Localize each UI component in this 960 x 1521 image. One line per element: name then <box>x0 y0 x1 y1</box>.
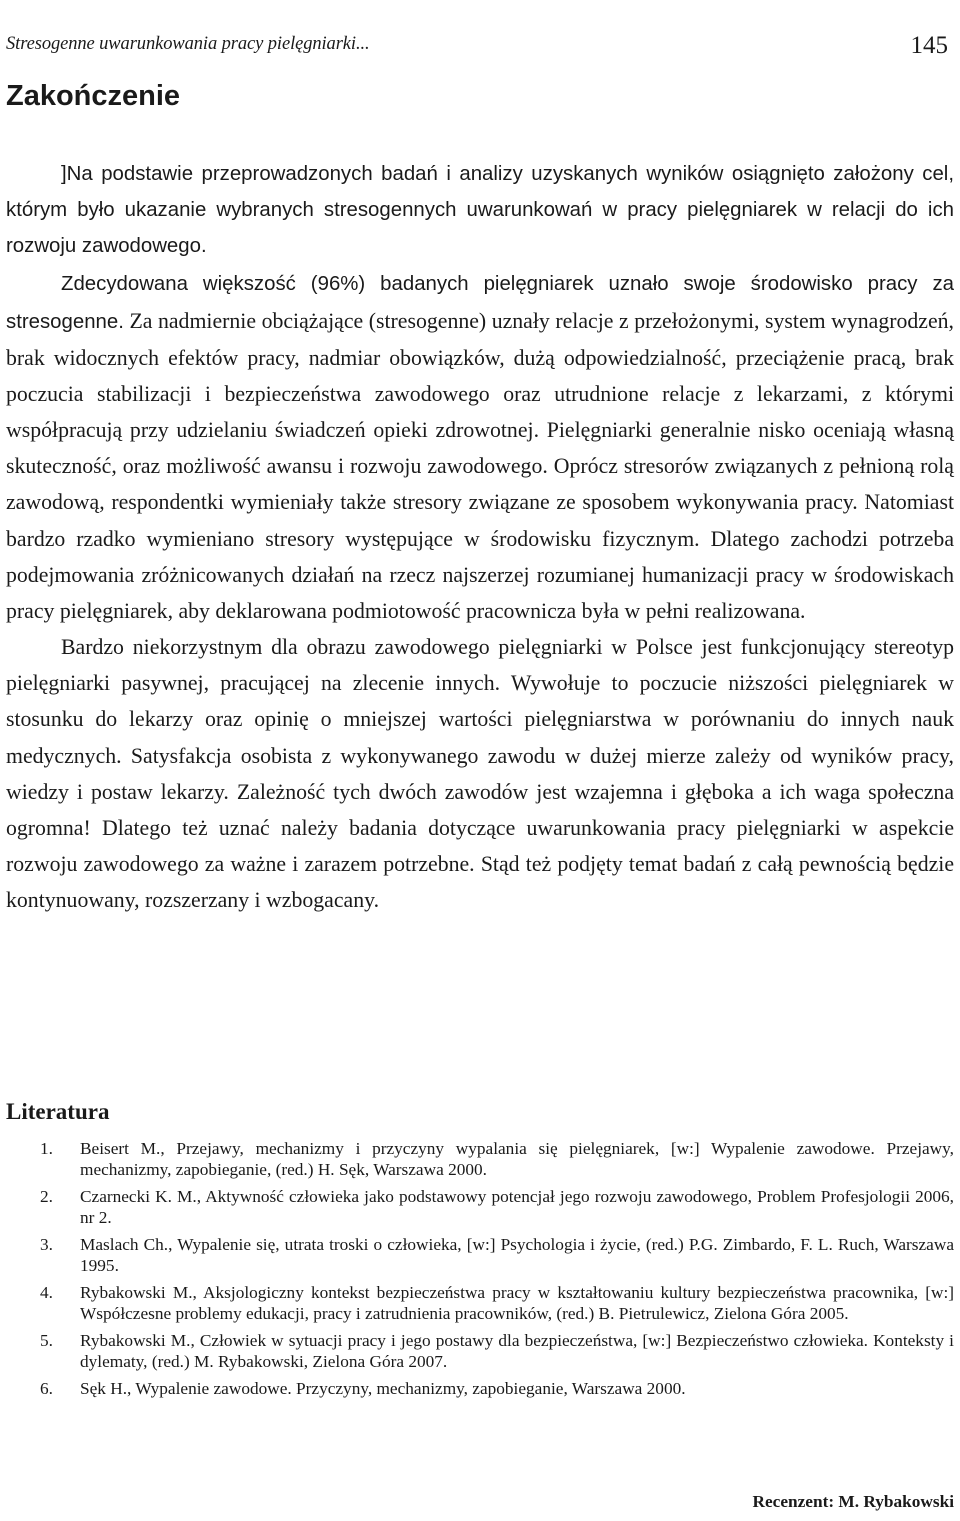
reference-item <box>0 1282 954 1325</box>
reference-number: 4. <box>40 1282 53 1302</box>
reference-number: 5. <box>40 1330 53 1350</box>
references-heading: Literatura <box>6 1099 110 1124</box>
reference-text: Sęk H., Wypalenie zawodowe. Przyczyny, mechanizmy, zapobieganie, Warszawa 2000. <box>80 1378 686 1398</box>
references-list <box>0 1138 954 1405</box>
reference-number: 1. <box>40 1139 53 1158</box>
reference-text: Czarnecki K. M., Aktywność człowieka jako podstawowy potencjał jego rozwoju zawodowego, Problem Profesjologii 2006, nr 2. <box>80 1186 954 1228</box>
reference-text: Rybakowski M., Człowiek w sytuacji pracy i jego postawy dla bezpieczeństwa, [w:] Bezpieczeństwo człowieka. Konteksty i dylematy, (red.) M. Rybakowski, Zielona Góra 2007. <box>80 1330 954 1372</box>
reference-item <box>0 1234 954 1277</box>
reference-text: Beisert M., Przejawy, mechanizmy i przyczyny wypalania się pielęgniarek, [w:] Wypalenie zawodowe. Przejawy, mechanizmy, zapobieganie, (red.) H. Sęk, Warszawa 2000. <box>80 1139 954 1180</box>
reference-item <box>0 1378 954 1399</box>
body-text <box>6 156 954 918</box>
reference-text: Rybakowski M., Aksjologiczny kontekst bezpieczeństwa pracy w kształtowaniu kultury bezpieczeństwa pracownika, [w:] Współczesne problemy edukacji, pracy i zatrudnienia pracowników, (red.) B. Pietrulewicz, Zielona Góra 2005. <box>80 1282 954 1324</box>
paragraph-2-rest: Za nadmiernie obciążające (stresogenne) uznały relacje z przełożonymi, system wynagrodzeń, brak widocznych efektów pracy, nadmiar obowiązków, dużą odpowiedzialność, przeciążenie pracą, brak poczucia stabilizacji i bezpieczeństwa zawodowego oraz utrudnione relacje z lekarzami, z którymi współpracują przy udzielaniu świadczeń opieki zdrowotnej. Pielęgniarki generalnie nisko oceniają własną skuteczność, oraz możliwość awansu i rozwoju zawodowego. Oprócz stresorów związanych z pełnioną rolą zawodową, respondentki wymieniały także stresory związane ze sposobem wykonywania pracy. Natomiast bardzo rzadko wymieniano stresory występujące w środowisku fizycznym. Dlatego zachodzi potrzeba podejmowania zróżnicowanych działań na rzecz najszerzej rozumianej humanizacji pracy w środowiskach pracy pielęgniarek, aby deklarowana podmiotowość pracownicza była w pełni realizowana. <box>6 308 954 623</box>
page-number: 145 <box>910 32 948 59</box>
reference-item <box>0 1138 954 1181</box>
paragraph-2-lead: Zdecydowana większość (96%) badanych pielęgniarek uznało swoje środowisko pracy za stresogenne. <box>6 273 954 333</box>
reviewer-note: Recenzent: M. Rybakowski <box>752 1492 954 1511</box>
page-header <box>6 30 954 64</box>
reference-number: 3. <box>40 1234 53 1254</box>
reference-number: 6. <box>40 1378 53 1398</box>
reference-number: 2. <box>40 1186 53 1206</box>
paragraph-2 <box>6 265 954 629</box>
reference-item <box>0 1330 954 1373</box>
reference-item <box>0 1186 954 1229</box>
section-title: Zakończenie <box>6 80 181 112</box>
reference-text: Maslach Ch., Wypalenie się, utrata troski o człowieka, [w:] Psychologia i życie, (red.) P.G. Zimbardo, F. L. Ruch, Warszawa 1995. <box>80 1234 954 1276</box>
paragraph-3: Bardzo niekorzystnym dla obrazu zawodowego pielęgniarki w Polsce jest funkcjonujący stereotyp pielęgniarki pasywnej, pracującej na zlecenie innych. Wywołuje to poczucie niższości pielęgniarek w stosunku do lekarzy oraz opinię o mniejszej wartości pielęgniarstwa w porównaniu do innych nauk medycznych. Satysfakcja osobista z wykonywanego zawodu w dużej mierze zależy od wyników pracy, wiedzy i postaw lekarzy. Zależność tych dwóch zawodów jest wzajemna i głęboka a ich waga społeczna ogromna! Dlatego też uznać należy badania dotyczące uwarunkowania pracy pielęgniarki w aspekcie rozwoju zawodowego za ważne i zarazem potrzebne. Stąd też podjęty temat badań z całą pewnością będzie kontynuowany, rozszerzany i wzbogacany. <box>6 635 954 913</box>
running-title: Stresogenne uwarunkowania pracy pielęgniarki... <box>6 34 370 54</box>
paragraph-1: ]Na podstawie przeprowadzonych badań i analizy uzyskanych wyników osiągnięto założony cel, którym było ukazanie wybranych stresogennych uwarunkowań w pracy pielęgniarek w relacji do ich rozwoju zawodowego. <box>6 163 954 258</box>
